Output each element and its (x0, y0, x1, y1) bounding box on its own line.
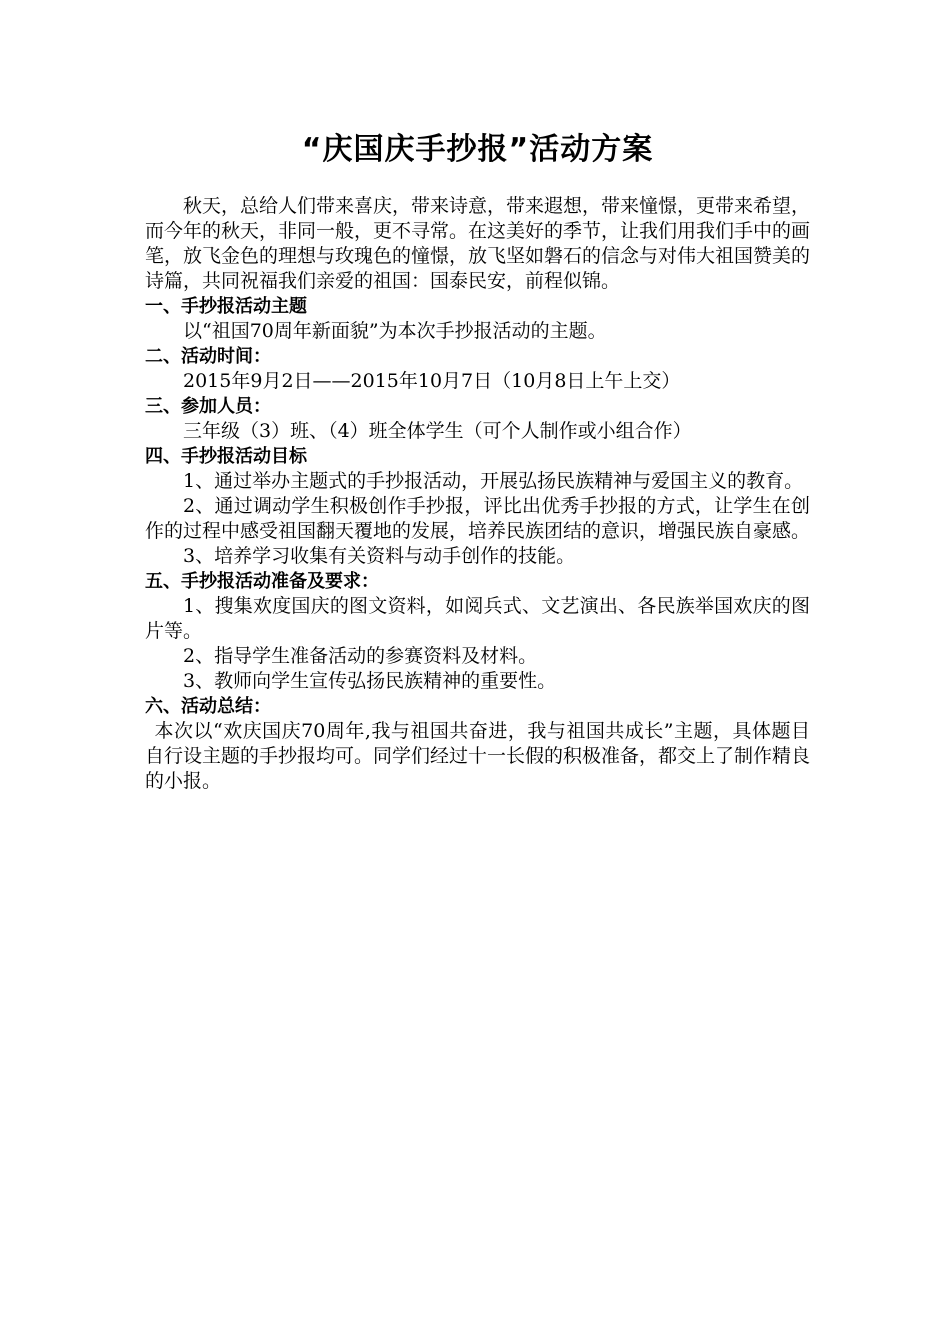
section-goals (145, 444, 810, 569)
section-paragraph: 3、教师向学生宣传弘扬民族精神的重要性。 (183, 670, 557, 692)
section-preparation (145, 569, 810, 694)
section-heading: 三、参加人员： (145, 396, 271, 417)
section-heading: 六、活动总结： (145, 696, 271, 717)
intro-paragraph: 秋天，总给人们带来喜庆，带来诗意，带来遐想，带来憧憬，更带来希望，而今年的秋天，非同一般，更不寻常。在这美好的季节，让我们用我们手中的画笔，放飞金色的理想与玫瑰色的憧憬，放飞坚如磐石的信念与对伟大祖国赞美的诗篇，共同祝福我们亲爱的祖国：国泰民安，前程似锦。 (145, 195, 811, 292)
section-heading: 二、活动时间： (145, 346, 271, 367)
section-paragraph: 1、通过举办主题式的手抄报活动，开展弘扬民族精神与爱国主义的教育。 (183, 470, 804, 492)
section-theme (145, 294, 810, 344)
section-paragraph: 三年级（3）班、（4）班全体学生（可个人制作或小组合作） (183, 420, 692, 442)
section-paragraph: 2015年9月2日——2015年10月7日（10月8日上午上交） (183, 370, 681, 392)
section-paragraph: 2、指导学生准备活动的参赛资料及材料。 (183, 645, 538, 667)
section-paragraph: 2、通过调动学生积极创作手抄报，评比出优秀手抄报的方式，让学生在创作的过程中感受祖国翻天覆地的发展，培养民族团结的意识，增强民族自豪感。 (145, 495, 811, 542)
section-summary (145, 694, 810, 794)
document-page (145, 128, 810, 794)
section-paragraph: 1、搜集欢度国庆的图文资料，如阅兵式、文艺演出、各民族举国欢庆的图片等。 (145, 595, 810, 642)
section-heading: 一、手抄报活动主题 (145, 296, 307, 317)
section-paragraph: 3、培养学习收集有关资料与动手创作的技能。 (183, 545, 576, 567)
section-paragraph: 本次以“欢庆国庆70周年,我与祖国共奋进，我与祖国共成长”主题，具体题目自行设主题的手抄报均可。同学们经过十一长假的积极准备，都交上了制作精良的小报。 (145, 720, 811, 792)
document-title: “庆国庆手抄报”活动方案 (301, 132, 654, 167)
section-paragraph: 以“祖国70周年新面貌”为本次手抄报活动的主题。 (183, 320, 607, 342)
section-participants (145, 394, 810, 444)
section-time (145, 344, 810, 394)
section-heading: 五、手抄报活动准备及要求： (145, 571, 379, 592)
section-heading: 四、手抄报活动目标 (145, 446, 307, 467)
